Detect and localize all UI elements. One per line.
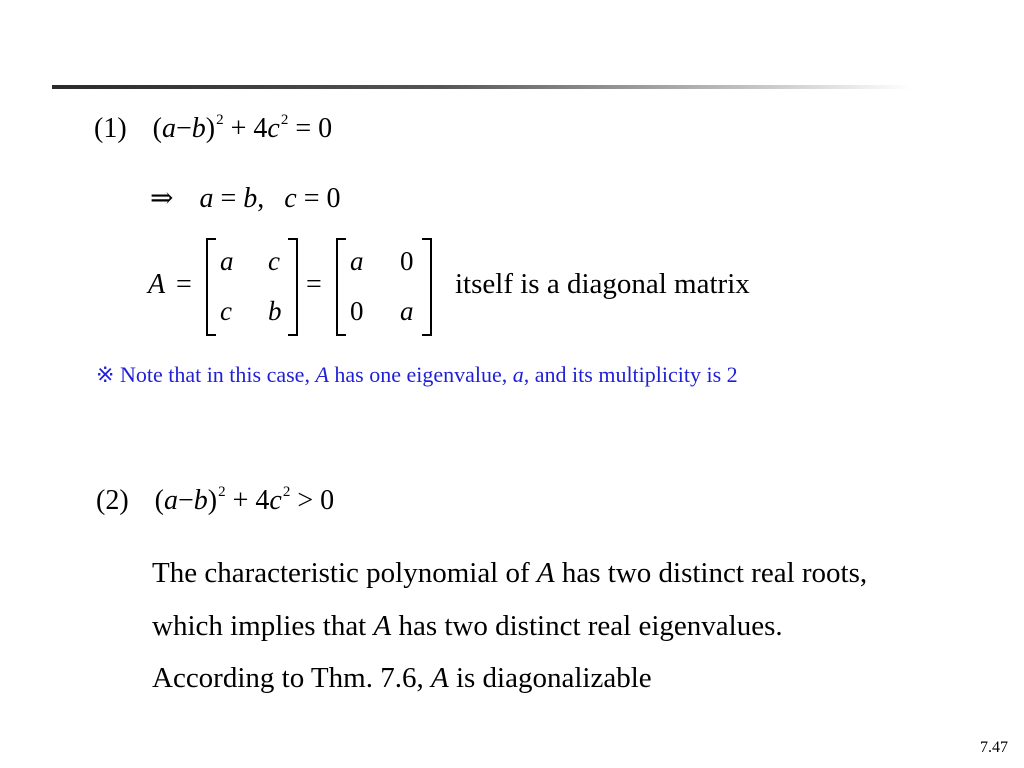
diagonal-remark: itself is a diagonal matrix	[455, 268, 750, 300]
matrix-1	[206, 238, 298, 334]
matrix-1-cell: b	[268, 296, 282, 326]
paragraph-line-3: According to Thm. 7.6, A is diagonalizable	[152, 662, 652, 694]
title-underline	[52, 85, 912, 89]
matrix-equals-1: =	[176, 269, 192, 300]
page-number: 7.47	[980, 739, 1008, 756]
matrix-2	[336, 238, 432, 334]
implies-arrow: ⇒	[150, 183, 174, 214]
paragraph-line-2: which implies that A has two distinct real eigenvalues.	[152, 610, 783, 642]
matrix-2-cell: 0	[400, 246, 414, 276]
case1-label: (1)	[94, 113, 127, 144]
matrix-1-cell: a	[220, 246, 234, 276]
paragraph-line-1: The characteristic polynomial of A has two distinct real roots,	[152, 557, 868, 589]
matrix-lhs: A	[148, 269, 166, 300]
matrix-2-cell: a	[400, 296, 414, 326]
matrix-2-cell: a	[350, 246, 364, 276]
multiplicity-note: ※ Note that in this case, A has one eigenvalue, a, and its multiplicity is 2	[96, 362, 738, 387]
case2-label: (2)	[96, 485, 129, 516]
case2-equation: (2) $(a-b)^2 + 4c^2 > 0$	[96, 484, 335, 516]
matrix-2-cell: 0	[350, 296, 364, 326]
matrix-1-cell: c	[268, 246, 280, 276]
case1-equation: (1) $(a-b)^2 + 4c^2 = 0$	[94, 112, 333, 144]
matrix-1-cell: c	[220, 296, 232, 326]
implication-line: ⇒ a = b, c = 0	[150, 183, 341, 214]
matrix-equals-2: =	[306, 269, 322, 300]
reference-mark-icon: ※	[96, 362, 115, 387]
